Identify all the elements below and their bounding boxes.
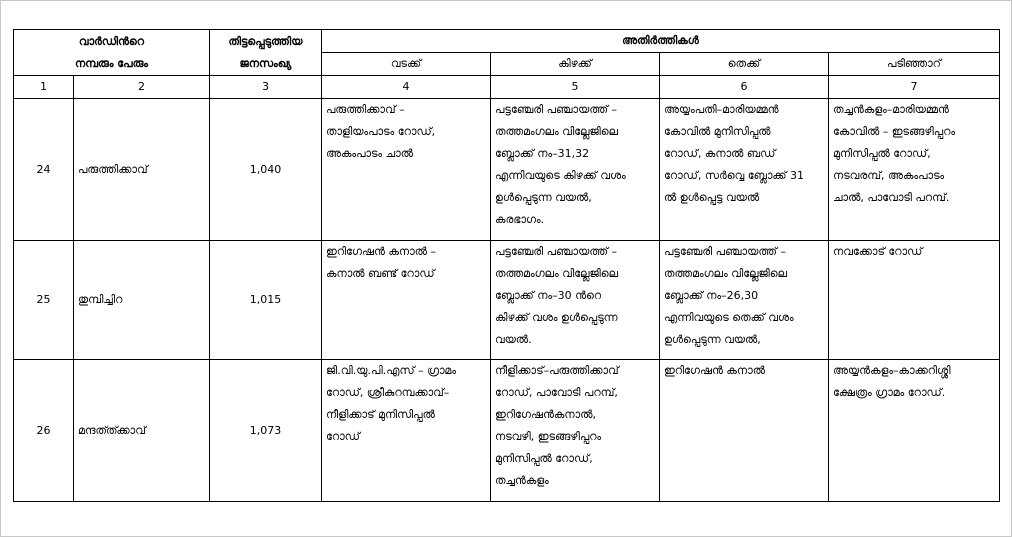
east-boundary xyxy=(491,241,660,360)
column-number: 4 xyxy=(322,76,491,99)
north-boundary xyxy=(322,241,491,360)
south-boundary xyxy=(660,241,829,360)
boundary-line: തത്തമംഗലം വില്ലേജിലെ xyxy=(664,267,787,280)
north-boundary xyxy=(322,360,491,502)
boundary-line: തത്തമംഗലം വില്ലേജിലെ xyxy=(495,267,618,280)
boundary-line: തച്ചൻകളം–മാരിയമ്മൻ xyxy=(833,103,949,116)
boundary-line: തത്തമംഗലം വില്ലേജിലെ xyxy=(495,125,618,138)
boundary-line: പരുത്തിക്കാവ് – xyxy=(326,103,405,116)
header-east: കിഴക്ക് xyxy=(491,53,660,76)
boundary-line: ഇറിഗേഷൻ കനാൽ – xyxy=(326,245,436,258)
ward-name: തുമ്പിച്ചിറ xyxy=(74,241,210,360)
boundary-line: ഉൾപ്പെടുന്ന വയൽ, xyxy=(664,333,761,346)
boundary-line: നടവഴി, ഇടങ്ങഴിപ്പറം xyxy=(495,430,602,443)
boundary-line: റോഡ്, പാവോടി പറമ്പ്, xyxy=(495,386,618,399)
ward-number: 25 xyxy=(14,241,74,360)
boundary-line: നടവരമ്പ്, അകംപാടം xyxy=(833,169,945,182)
boundary-line: കോവിൽ – ഇടങ്ങഴിപ്പറം xyxy=(833,125,956,138)
header-ward-line1: വാർഡിൻറെ xyxy=(78,34,145,48)
header-west: പടിഞ്ഞാറ് xyxy=(829,53,1000,76)
boundary-line: ബ്ലോക്ക് നം–30 ൻറെ xyxy=(495,289,602,302)
west-boundary xyxy=(829,99,1000,241)
column-number: 5 xyxy=(491,76,660,99)
south-boundary xyxy=(660,99,829,241)
header-population xyxy=(210,30,322,76)
boundary-line: പട്ടഞ്ചേരി പഞ്ചായത്ത് – xyxy=(495,103,617,116)
boundary-line: ജി.വി.യു.പി.എസ് – ഗ്രാമം xyxy=(326,364,457,377)
boundary-line: എന്നിവയുടെ തെക്ക് വശം xyxy=(664,311,794,324)
column-number: 1 xyxy=(14,76,74,99)
boundary-line: ചാൽ, പാവോടി പറമ്പ്. xyxy=(833,191,950,204)
population-value: 1,015 xyxy=(210,241,322,360)
west-boundary xyxy=(829,360,1000,502)
east-boundary xyxy=(491,99,660,241)
boundary-line: മുനിസിപ്പൽ റോഡ്, xyxy=(495,452,593,465)
header-south: തെക്ക് xyxy=(660,53,829,76)
population-value: 1,040 xyxy=(210,99,322,241)
boundary-line: വയൽ. xyxy=(495,333,532,346)
north-boundary xyxy=(322,99,491,241)
boundary-line: ക്ഷേത്രം ഗ്രാമം റോഡ്. xyxy=(833,386,946,399)
boundary-line: റോഡ്, ശ്രീകുറമ്പക്കാവ്– xyxy=(326,386,450,399)
ward-name: പരുത്തിക്കാവ് xyxy=(74,99,210,241)
ward-number: 24 xyxy=(14,99,74,241)
boundary-line: പട്ടഞ്ചേരി പഞ്ചായത്ത് – xyxy=(664,245,786,258)
boundary-line: റോഡ്, കനാൽ ബഡ് xyxy=(664,147,776,160)
column-number: 7 xyxy=(829,76,1000,99)
boundary-line: ൽ ഉൾപ്പെട്ട വയൽ xyxy=(664,191,760,204)
boundary-line: ഉൾപ്പെടുന്ന വയൽ, xyxy=(495,191,592,204)
boundary-line: ബ്ലോക്ക് നം–26,30 xyxy=(664,289,759,302)
boundary-line: കരഭാഗം. xyxy=(495,213,545,226)
boundary-line: റോഡ് xyxy=(326,430,360,443)
boundary-line: പട്ടഞ്ചേരി പഞ്ചായത്ത് – xyxy=(495,245,617,258)
table-row xyxy=(14,360,1000,502)
boundary-line: ഇറിഗേഷൻകനാൽ, xyxy=(495,408,596,421)
boundary-line: കോവിൽ മുനിസിപ്പൽ xyxy=(664,125,771,138)
boundary-line: നീളിക്കാട്–പരുത്തിക്കാവ് xyxy=(495,364,619,377)
boundary-line: കിഴക്ക് വശം ഉൾപ്പെടുന്ന xyxy=(495,311,618,324)
ward-number: 26 xyxy=(14,360,74,502)
boundary-line: അയ്യംപതി–മാരിയമ്മൻ xyxy=(664,103,779,116)
west-boundary xyxy=(829,241,1000,360)
boundary-line: കനാൽ ബണ്ട് റോഡ് xyxy=(326,267,435,280)
ward-name: മന്ദത്ത്ക്കാവ് xyxy=(74,360,210,502)
boundary-line: അയ്യൻകളം–കാക്കറിശ്ശി xyxy=(833,364,951,377)
header-ward-number-name xyxy=(14,30,210,76)
table-row xyxy=(14,241,1000,360)
boundary-line: മുനിസിപ്പൽ റോഡ്, xyxy=(833,147,931,160)
population-value: 1,073 xyxy=(210,360,322,502)
header-north: വടക്ക് xyxy=(322,53,491,76)
column-number: 2 xyxy=(74,76,210,99)
south-boundary xyxy=(660,360,829,502)
header-ward-line2: നമ്പരും പേരും xyxy=(75,56,148,70)
boundary-line: നീളിക്കാട് മുനിസിപ്പൽ xyxy=(326,408,435,421)
boundary-line: റോഡ്, സർവ്വെ ബ്ലോക്ക് 31 xyxy=(664,169,805,182)
ward-boundary-table xyxy=(13,29,1000,502)
boundary-line: അകംപാടം ചാൽ xyxy=(326,147,413,160)
header-boundaries: അതിർത്തികൾ xyxy=(322,30,1000,53)
boundary-line: ബ്ലോക്ക് നം–31,32 xyxy=(495,147,590,160)
boundary-line: നവക്കോട് റോഡ് xyxy=(833,245,923,258)
boundary-line: എന്നിവയുടെ കിഴക്ക് വശം xyxy=(495,169,626,182)
boundary-line: താളിയംപാടം റോഡ്, xyxy=(326,125,436,138)
boundary-line: ഇറിഗേഷൻ കനാൽ xyxy=(664,364,765,377)
header-population-line2: ജനസംഖ്യ xyxy=(239,56,292,70)
boundary-line: തച്ചൻകളം xyxy=(495,474,549,487)
column-number-row xyxy=(14,76,1000,99)
column-number: 6 xyxy=(660,76,829,99)
table-row xyxy=(14,99,1000,241)
column-number: 3 xyxy=(210,76,322,99)
header-population-line1: തിട്ടപ്പെടുത്തിയ xyxy=(228,34,303,48)
east-boundary xyxy=(491,360,660,502)
